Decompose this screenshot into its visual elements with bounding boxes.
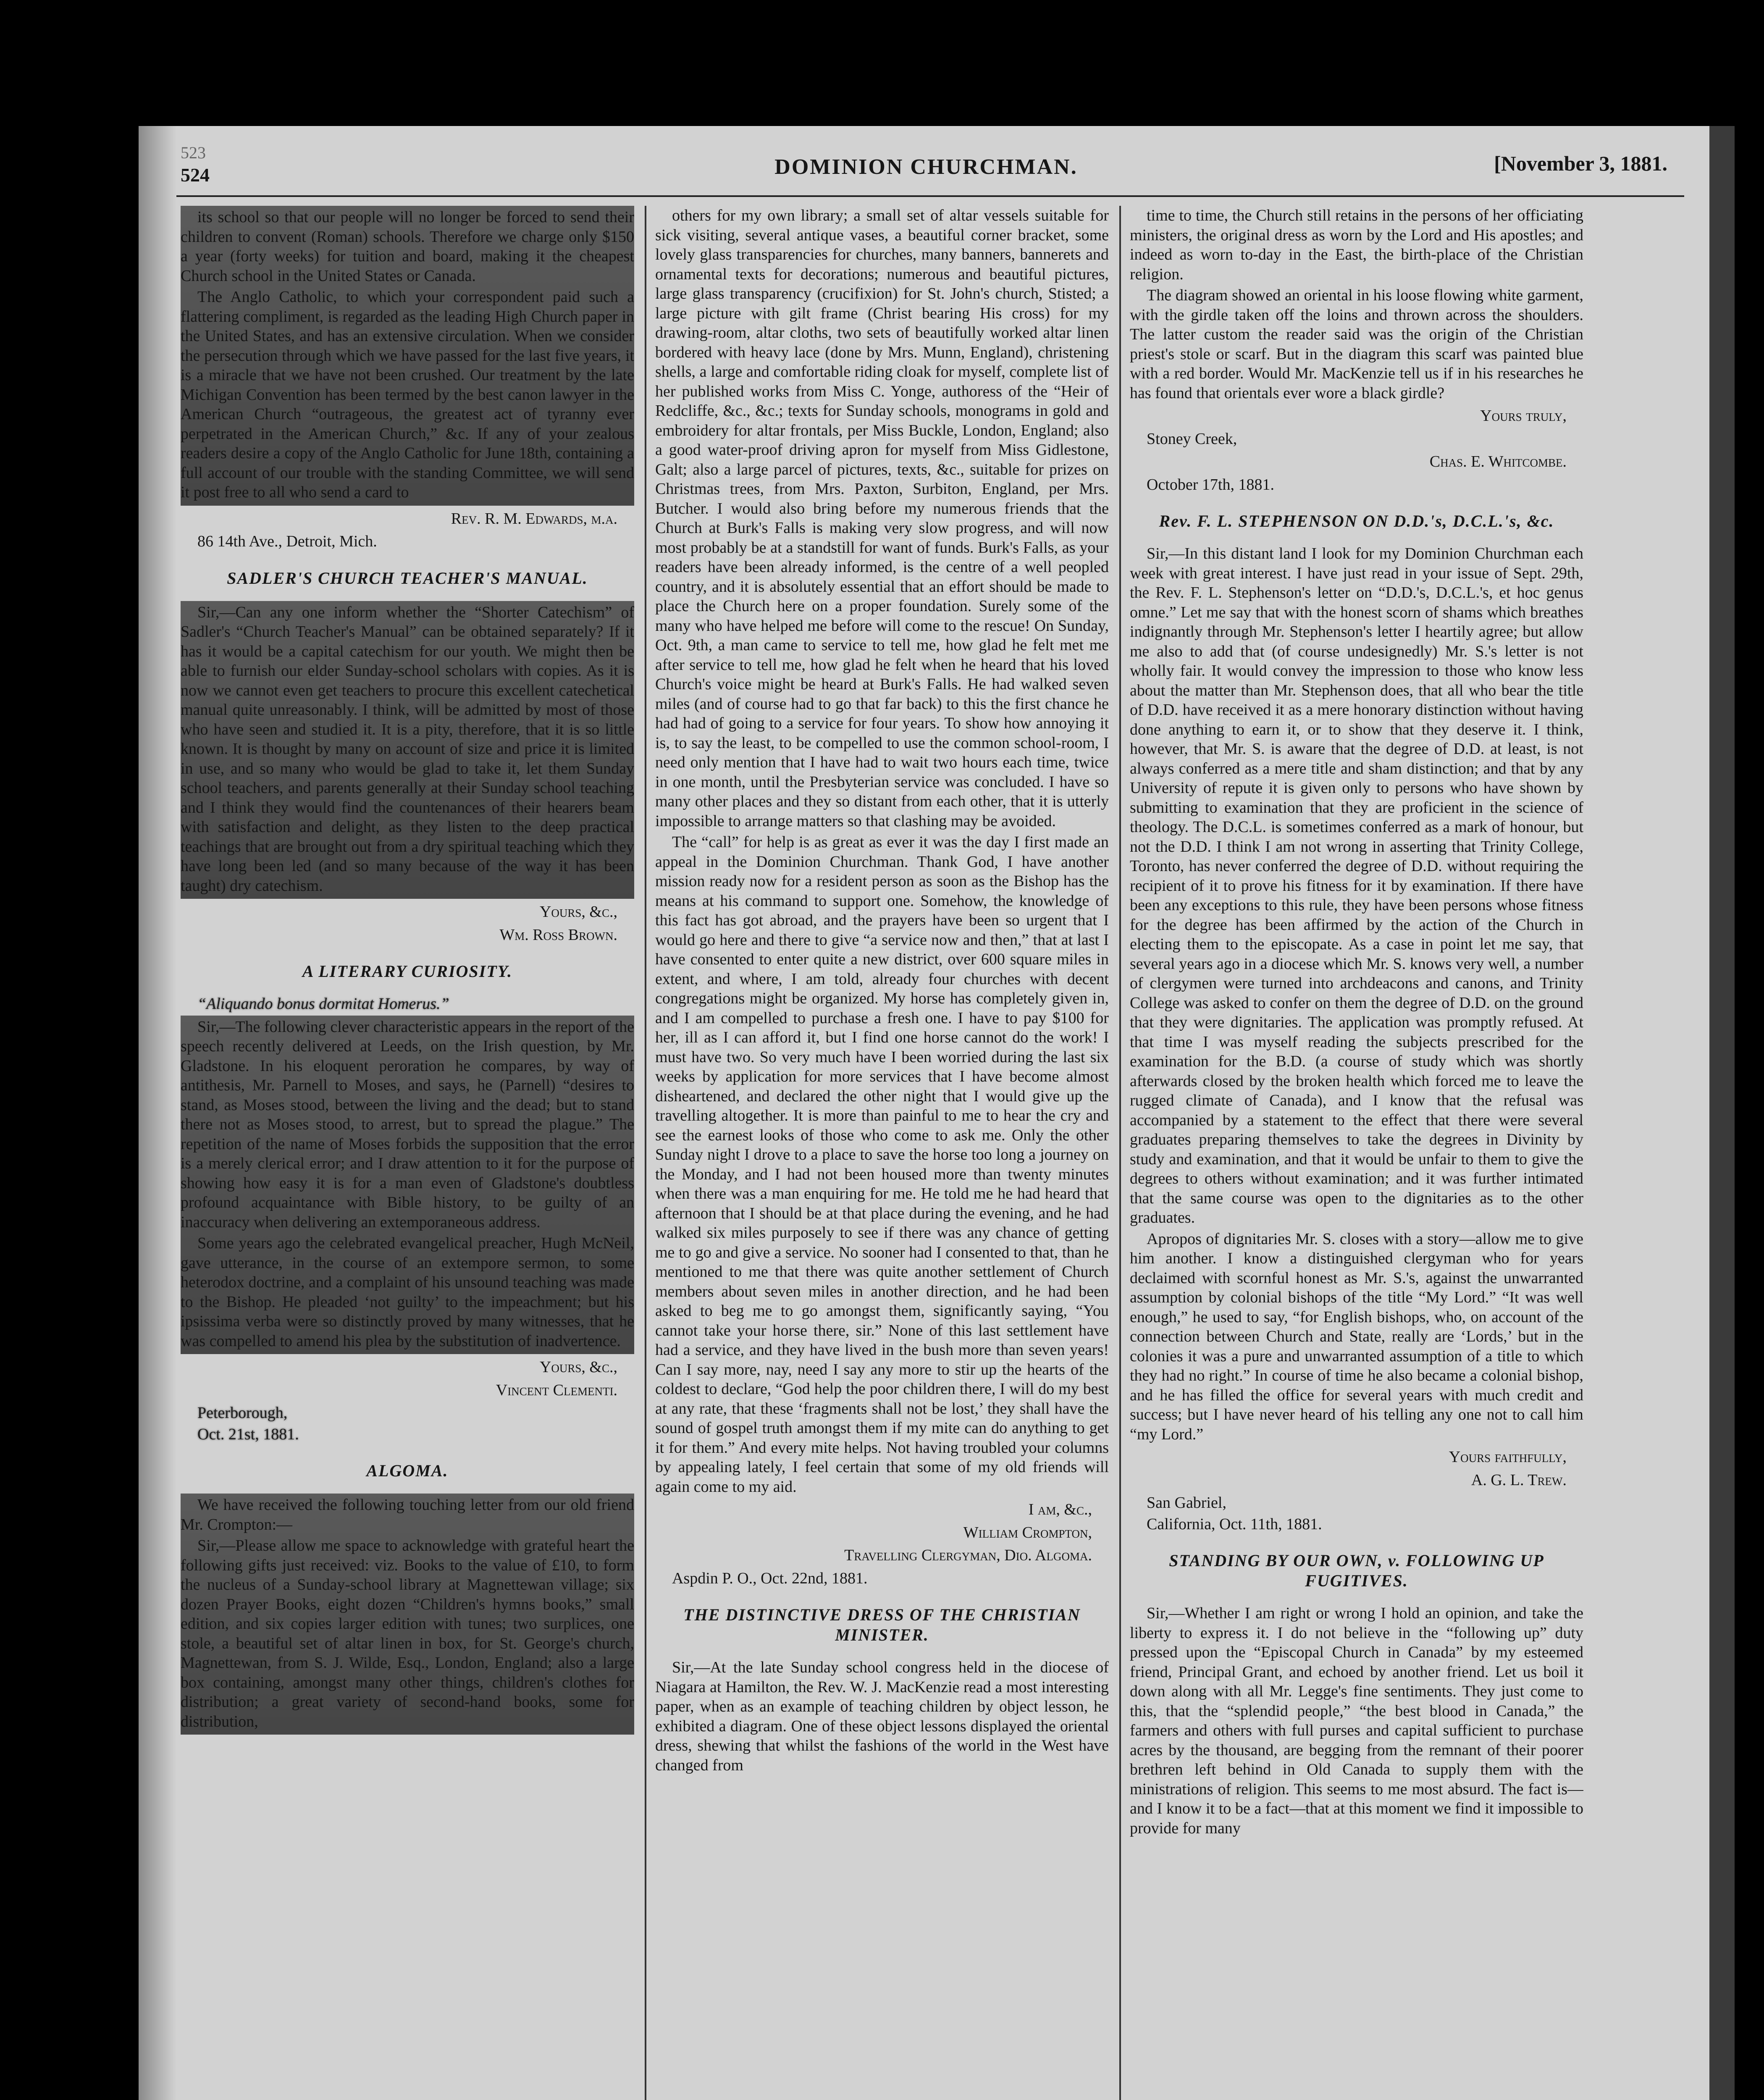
edwards-paragraph-1: its school so that our people will no longer be forced to send their children to convent (Roman) schools. Therefore we charge only $150 a year (forty weeks) for tuition and board, making it the cheapest Church school in the United States or Canada. bbox=[181, 208, 634, 285]
dress-heading: THE DISTINCTIVE DRESS OF THE CHRISTIAN MINISTER. bbox=[683, 1605, 1081, 1644]
trew-date: California, Oct. 11th, 1881. bbox=[1147, 1515, 1322, 1533]
crompton-paragraph-2: The “call” for help is as great as ever it was the day I first made an appeal in the Dominion Churchman. Thank God, I have another mission ready now for a resident person as soon as the Bishop has the means at his command to support one. Somehow, the knowledge of this fact has got abroad, and the prayers have been so urgent that I would go here and there to give “a service now and then,” that at last I have consented to enter quite a new district, over 600 square miles in extent, and where, I am told, already four churches with decent congregations might be organized. My horse has completely given in, and I am compelled to purchase a fresh one. I have to pay $100 for her, ill as I can afford it, but I find one horse cannot do the work! I must have two. So very much have I been worried during the last six weeks by application for more services that I have become almost disheartened, and declared the other night that I would give up the travelling altogether. It is more than painful to me to hear the cry and see the earnest looks of those who come to ask me. Only the other Sunday night I drove to a place to save the horse too long a journey on the Monday, and I had not been housed more than twenty minutes when there was a man enquiring for me. He told me he had heard that afternoon that I should be at that place during the evening, and he had walked six miles purposely to see if there was any chance of getting me to go and give a service. No sooner had I consented to that, than he mentioned to me that there was quite another settlement of Church members about seven miles in another direction, and he had been asked to beg me to go amongst them, significantly saying, “You cannot take your horse there, sir.” None of this last settlement have had a service, and they have lived in the bush more than seven years! Can I say more, nay, need I say any more to stir up the hearts of the coldest to declare, “God help the poor children there, I will do my best at any rate, that these ‘fragments shall not be lost,’ they shall have the sound of gospel truth amongst them if my mite can do anything to get it for them.” And every mite helps. Not having troubled your columns by appealing lately, I feel certain that some of my old friends will again come to my aid. bbox=[655, 833, 1109, 1496]
sadler-heading: SADLER'S CHURCH TEACHER'S MANUAL. bbox=[227, 568, 588, 588]
column-3 bbox=[1130, 206, 1583, 2100]
whitcombe-signature: Chas. E. Whitcombe. bbox=[1429, 453, 1567, 470]
edwards-signature: Rev. R. M. Edwards, m.a. bbox=[451, 509, 617, 528]
diagram-paragraph: The diagram showed an oriental in his loose flowing white garment, with the girdle taken off the loins and thrown across the shoulders. The latter custom the reader said was the origin of the Christian priest's stole or scarf. But in the diagram this scarf was painted blue with a red border. Would Mr. MacKenzie tell us if in his researches he has found that orientals ever wore a black girdle? bbox=[1130, 286, 1583, 402]
whitcombe-date: October 17th, 1881. bbox=[1147, 475, 1274, 494]
page-number: 524 bbox=[181, 164, 210, 186]
sadler-letter-dark-block bbox=[181, 601, 634, 899]
crompton-place: Aspdin P. O., Oct. 22nd, 1881. bbox=[672, 1569, 868, 1587]
edwards-address: 86 14th Ave., Detroit, Mich. bbox=[197, 533, 377, 550]
column-1 bbox=[181, 206, 634, 2100]
clementi-place: Peterborough, bbox=[197, 1404, 288, 1422]
dress-paragraph: Sir,—At the late Sunday school congress held in the diocese of Niagara at Hamilton, the Rev. W. J. MacKenzie read a most interesting paper, when as an example of teaching children by object lesson, he exhibited a diagram. One of these object lessons displayed the oriental dress, shewing that whilst the fashions of the world in the West have changed from bbox=[655, 1659, 1109, 1774]
literary-motto: “Aliquando bonus dormitat Homerus.” bbox=[197, 995, 449, 1013]
binding-shadow bbox=[139, 126, 176, 2100]
algoma-intro: We have received the following touching letter from our old friend Mr. Crompton:— bbox=[181, 1496, 634, 1533]
dress-paragraph-continued: time to time, the Church still retains in the persons of her officiating ministers, the original dress as worn by the Lord and His apostles; and indeed as worn to-day in the East, the birth-place of the Christian religion. bbox=[1130, 207, 1583, 283]
edwards-letter-dark-block bbox=[181, 206, 634, 506]
trew-closing: Yours faithfully, bbox=[1449, 1448, 1567, 1466]
brown-signature: Wm. Ross Brown. bbox=[499, 926, 617, 944]
trew-place: San Gabriel, bbox=[1147, 1494, 1226, 1512]
newspaper-page bbox=[139, 126, 1709, 2100]
literary-letter-dark-block bbox=[181, 1016, 634, 1354]
standing-paragraph: Sir,—Whether I am right or wrong I hold an opinion, and take the liberty to express it. I do not believe in the “following up” duty pressed upon the “Episcopal Church in Canada” by my esteemed friend, Principal Grant, and echoed by another friend. Let us boil it down along with all Mr. Legge's fine sentiments. They just come to this, that the “splendid people,” “the best blood in Canada,” the farmers and others with full purses and capital sufficient to purchase acres by the thousand, are begging from the remnant of their poorer brethren left behind in Old Canada to supply them with the ministrations of religion. This seems to me most absurd. The fact is—and I know it to be a fact—that at this moment we find it impossible to provide for many bbox=[1130, 1604, 1583, 1837]
trew-signature: A. G. L. Trew. bbox=[1471, 1471, 1567, 1489]
clementi-closing: Yours, &c., bbox=[539, 1358, 617, 1376]
whitcombe-place: Stoney Creek, bbox=[1147, 430, 1237, 448]
crompton-paragraph-1: others for my own library; a small set of altar vessels suitable for sick visiting, several antique vases, a beautiful corner bracket, some lovely glass transparencies for churches, many banners, bannerets and ornamental texts for decorations; numerous and beautiful pictures, large glass transparency (crucifixion) for St. John's church, Stisted; a large picture with gilt frame (Christ bearing His cross) for my drawing-room, altar cloths, two sets of beautifully worked altar linen bordered with heavy lace (done by Mrs. Munn, England), christening shells, a large and comfortable riding cloak for myself, complete list of her published works from Miss C. Yonge, authoress of the “Heir of Redcliffe, &c., &c.; texts for Sunday schools, monograms in gold and embroidery for altar frontals, per Miss Buckle, London, England; also a good water-proof driving apron for myself from Miss Gidlestone, Galt; also a large parcel of pictures, texts, &c., suitable for prizes on Christmas trees, from Mrs. Paxton, Surbiton, England, per Mrs. Butcher. I would also bring before my numerous friends that the Church at Burk's Falls is making very slow progress, and will now most probably be at a standstill for want of funds. Burk's Falls, as your readers have been already informed, is the centre of a well peopled country, and it is absolutely essential that an effort should be made to place the Church here on a proper foundation. Surely some of the many who have helped me before will come to the rescue! On Sunday, Oct. 9th, a man came to service to tell me, how glad he felt met me after service to tell me, how glad he felt when he heard that his loved Church's voice might be heard at Burk's Falls. He had walked seven miles (and of course had to go that far back) to this the first chance he had had of going to a service for four years. To show how annoying it is, to say the least, to be compelled to use the common school-room, I need only mention that I have had to wait two hours each time, twice in one month, until the Presbyterian service was concluded. I have so many other places and they so distant from each other, that it is utterly impossible to arrange matters so that clashing may be avoided. bbox=[655, 207, 1109, 830]
literary-heading: A LITERARY CURIOSITY. bbox=[302, 962, 513, 981]
column-divider-2 bbox=[1119, 206, 1121, 2100]
algoma-letter-dark-block bbox=[181, 1494, 634, 1735]
brown-closing: Yours, &c., bbox=[539, 903, 617, 921]
standing-heading: STANDING BY OUR OWN, v. FOLLOWING UP FUGITIVES. bbox=[1169, 1551, 1544, 1590]
stephenson-paragraph-1: Sir,—In this distant land I look for my Dominion Churchman each week with great interest. I have just read in your issue of Sept. 29th, the Rev. F. L. Stephenson's letter on “D.D.'s, D.C.L.'s, et hoc genus omne.” Let me say that with the honest scorn of shams which breathes indignantly through Mr. Stephenson's letter I heartily agree; but allow me also to add that (of course undesignedly) Mr. S.'s letter is not wholly fair. It would convey the impression to those who know less about the matter than Mr. Stephenson does, that all who bear the title of D.D. have received it as a mere honorary distinction without having done anything to earn it, or to show that they deserve it. I think, however, that Mr. S. is aware that the degree of D.D. at least, is not always conferred as a mere title and sham distinction; and that by any University of repute it is given only to persons who have shown by submitting to examination that they are proficient in the science of theology. The D.C.L. is sometimes conferred as a mark of honour, but not the D.D. I think I am not wrong in asserting that Trinity College, Toronto, has never conferred the degree of D.D. without requiring the recipient of it to prove his fitness for it by examination. If there have been any exceptions to this rule, they have been persons whose fitness for the degree has been affirmed by the action of the Church in electing them to the episcopate. As a case in point let me say, that several years ago in a diocese which Mr. S. knows very well, a number of clergymen were turned into archdeacons and canons, and Trinity College was asked to confer on them the degree of D.D. on the ground that they were dignitaries. The application was promptly refused. At that time I was myself reading the subjects prescribed for the examination for the B.D. (a course of study which was shortly afterwards closed by the broken health which forced me to leave the rugged climate of Canada), and I know that the refusal was accompanied by a statement to the effect that there were several graduates preparing themselves to take the degrees in Divinity by study and examination, and that it would be unfair to them to give the degrees to others without examination; and it was further intimated that the same course was open to the dignitaries as to the other graduates. bbox=[1130, 545, 1583, 1226]
crompton-closing: I am, &c., bbox=[1028, 1501, 1092, 1518]
facing-page-edge bbox=[1709, 126, 1735, 2100]
issue-date: [November 3, 1881. bbox=[1494, 152, 1667, 175]
column-2 bbox=[655, 206, 1109, 2100]
crompton-signature: William Crompton, bbox=[963, 1523, 1092, 1541]
literary-paragraph-2: Some years ago the celebrated evangelical preacher, Hugh McNeil, gave utterance, in the course of an extempore sermon, to some heterodox doctrine, and a complaint of his unsound teaching was made to the Bishop. He pleaded ‘not guilty’ to the impeachment; but his ipsissima verba were so distinctly proved by many witnesses, that he was compelled to amend his plea by the substitution of inadvertence. bbox=[181, 1234, 634, 1350]
column-divider-1 bbox=[645, 206, 646, 2100]
crompton-title: Travelling Clergyman, Dio. Algoma. bbox=[844, 1546, 1092, 1564]
literary-paragraph-1: Sir,—The following clever characteristic appears in the report of the speech recently delivered at Leeds, on the Irish question, by Mr. Gladstone. In his eloquent peroration he compares, by way of antithesis, Mr. Parnell to Moses, and says, he (Parnell) “desires to stand, as Moses stood, between the living and the dead; but to stand there not as Moses stood, to arrest, but to spread the plague.” The repetition of the name of Moses forbids the supposition that the error is a merely clerical error; and I draw attention to it for the purpose of showing how easy it is for a man even of Gladstone's doubtless profound acquaintance with Bible history, to be guilty of an inaccuracy when delivering an extemporaneous address. bbox=[181, 1018, 634, 1231]
stephenson-paragraph-2: Apropos of dignitaries Mr. S. closes with a story—allow me to give him another. I know a distinguished clergyman who for years declaimed with scornful honest as Mr. S.'s, against the unwarranted assumption by colonial bishops of the title “My Lord.” “It was well enough,” he used to say, “for English bishops, who, on account of the connection between Church and State, really are ‘Lords,’ but in the colonies it was a pure and unwarranted assumption of a title to which they had no right.” In course of time he also became a colonial bishop, and he has filled the office for several years with much credit and success; but I have never heard of his telling any one not to call him “my Lord.” bbox=[1130, 1230, 1583, 1443]
stephenson-heading: Rev. F. L. STEPHENSON ON D.D.'s, D.C.L.'s, &c. bbox=[1159, 512, 1554, 530]
clementi-date: Oct. 21st, 1881. bbox=[197, 1425, 299, 1443]
page-header bbox=[181, 139, 1672, 185]
whitcombe-closing: Yours truly, bbox=[1480, 407, 1567, 425]
old-page-number: 523 bbox=[181, 143, 206, 162]
masthead: DOMINION CHURCHMAN. bbox=[774, 155, 1078, 179]
sadler-paragraph: Sir,—Can any one inform whether the “Shorter Catechism” of Sadler's “Church Teacher's Manual” can be obtained separately? If it has it would be a capital catechism for our youth. We might then be able to furnish our elder Sunday-school scholars with copies. As it is now we cannot even get teachers to procure this excellent catechetical manual quite unreasonably. I think, will be admitted by most of those who have seen and studied it. It is a pity, therefore, that it is so little known. It is thought by many on account of size and price it is limited in use, and so many who would be glad to take it, let them Sunday school teachers, and parents generally at their Sunday school teaching and I think they would find the countenances of their hearers beam with satisfaction and delight, as they listen to the deep practical teachings that are brought out from a dry spiritual teaching which they have long been led (and so many because of the way it has been taught) dry catechism. bbox=[181, 603, 634, 895]
clementi-signature: Vincent Clementi. bbox=[496, 1381, 617, 1399]
header-rule bbox=[172, 195, 1684, 197]
algoma-heading: ALGOMA. bbox=[366, 1461, 449, 1480]
algoma-paragraph: Sir,—Please allow me space to acknowledge with grateful heart the following gifts just received: viz. Books to the value of £10, to form the nucleus of a Sunday-school library at Magnettewan village; six dozen Prayer Books, eight dozen “Children's hymns books,” small edition, and six copies larger edition with tunes; two surplices, one stole, a beautiful set of altar linen in box, for St. George's church, Magnettewan, from S. J. Wilde, Esq., London, England; also a large box containing, amongst many other things, children's clothes for distribution; a great variety of second-hand books, some for distribution, bbox=[181, 1537, 634, 1730]
edwards-paragraph-2: The Anglo Catholic, to which your correspondent paid such a flattering compliment, is regarded as the leading High Church paper in the United States, and has an extensive circulation. When we consider the persecution through which we have passed for the last five years, it is a miracle that we have not been crushed. Our treatment by the late Michigan Convention has been termed by the best canon lawyer in the American Church “outrageous, the greatest act of tyranny ever perpetrated in the American Church,” &c. If any of your zealous readers desire a copy of the Anglo Catholic for June 18th, containing a full account of our trouble with the standing Committee, we will send it post free to all who send a card to bbox=[181, 288, 634, 501]
